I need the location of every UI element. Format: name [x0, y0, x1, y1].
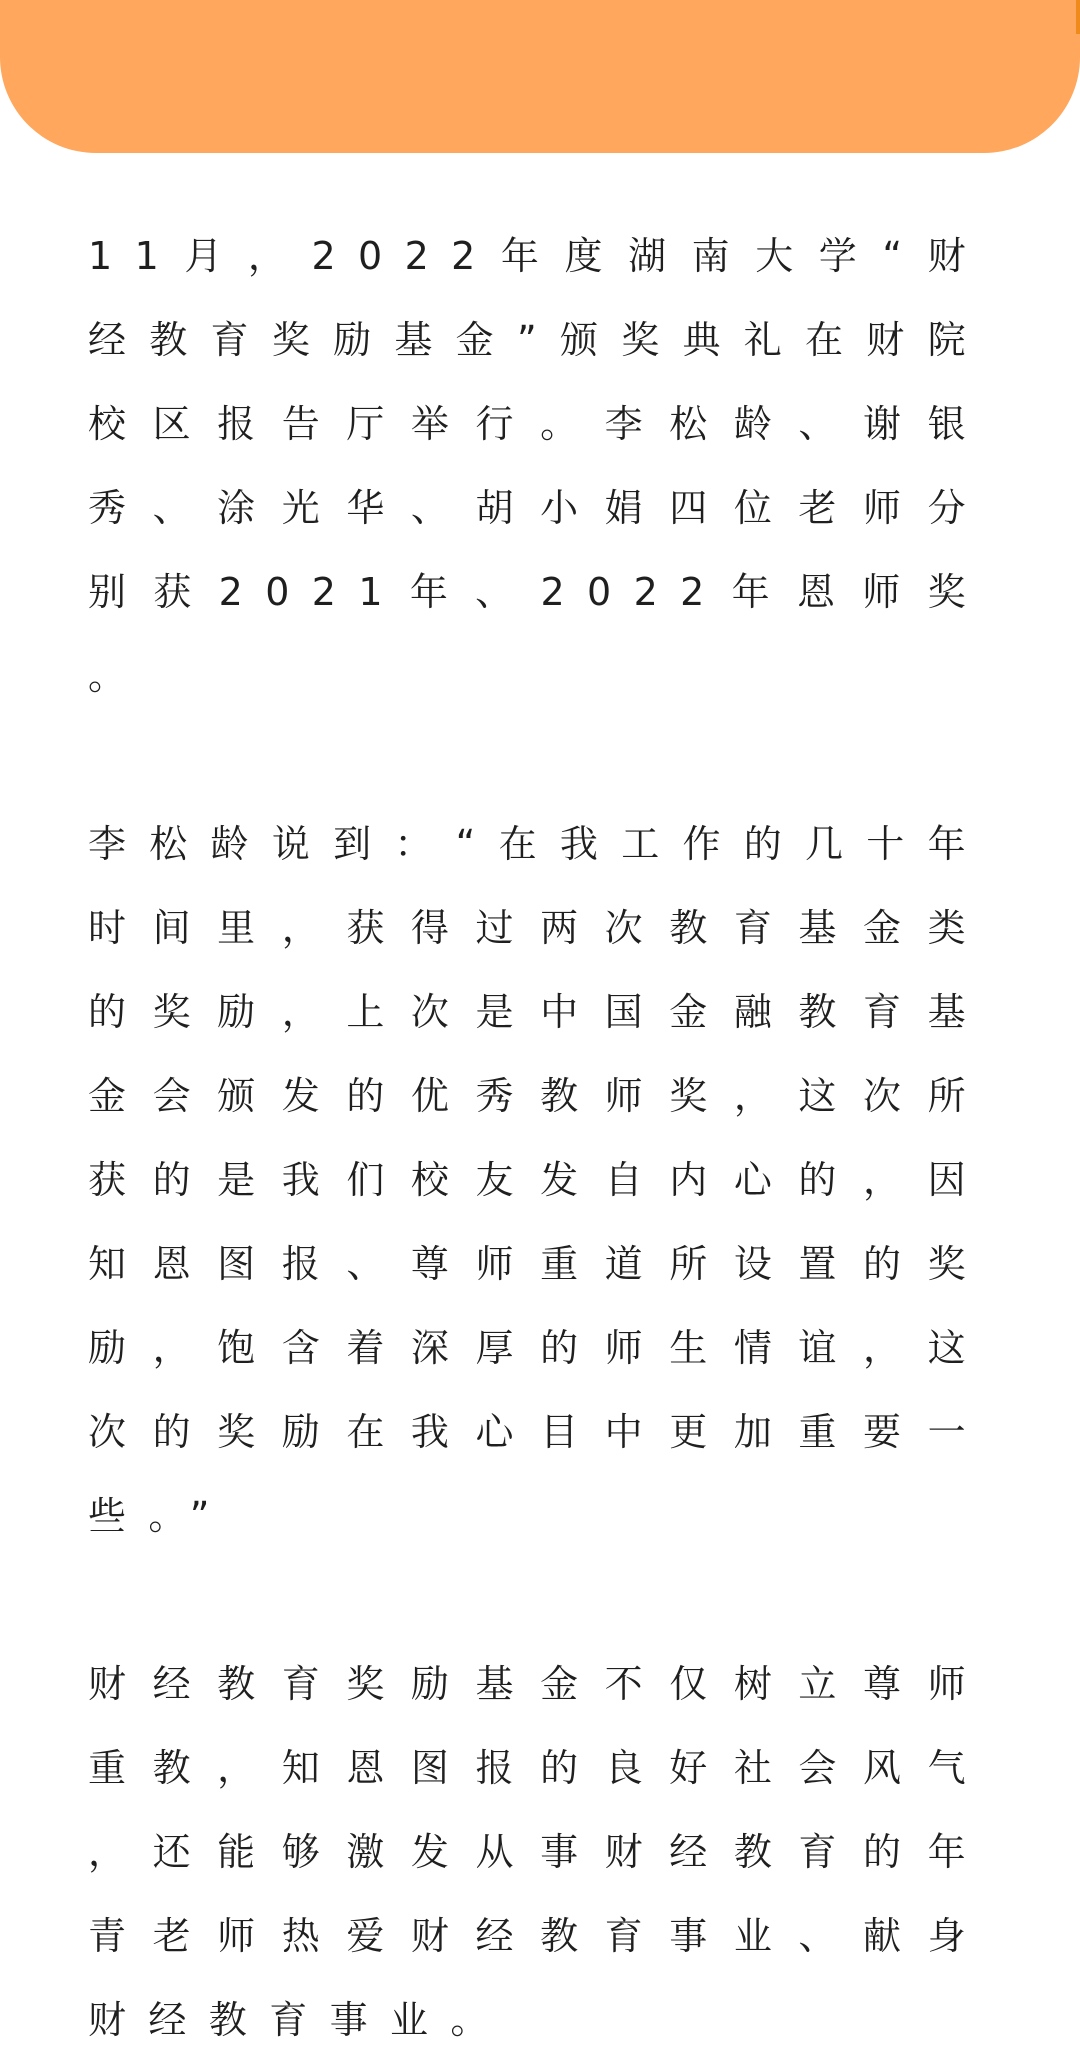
article-paragraph-award-ceremony: 11月，2022年度湖南大学“财经教育奖励基金”颁奖典礼在财院校区报告厅举行。李松龄、谢银秀、涂光华、胡小娟四位老师分别获2021年、2022年恩师奖。	[88, 234, 988, 698]
header-banner	[0, 0, 1080, 153]
article-body	[88, 214, 988, 2062]
article-paragraph-quote: 李松龄说到：“在我工作的几十年时间里，获得过两次教育基金类的奖励，上次是中国金融教育基金会颁发的优秀教师奖，这次所获的是我们校友发自内心的，因知恩图报、尊师重道所设置的奖励，饱含着深厚的师生情谊，这次的奖励在我心目中更加重要一些。”	[88, 822, 988, 1538]
paragraph-spacer	[88, 718, 988, 802]
article-paragraph-fund-significance: 财经教育奖励基金不仅树立尊师重教，知恩图报的良好社会风气，还能够激发从事财经教育的年青老师热爱财经教育事业、献身财经教育事业。	[88, 1662, 988, 2042]
header-accent-bar	[1076, 0, 1080, 34]
paragraph-spacer	[88, 1558, 988, 1642]
